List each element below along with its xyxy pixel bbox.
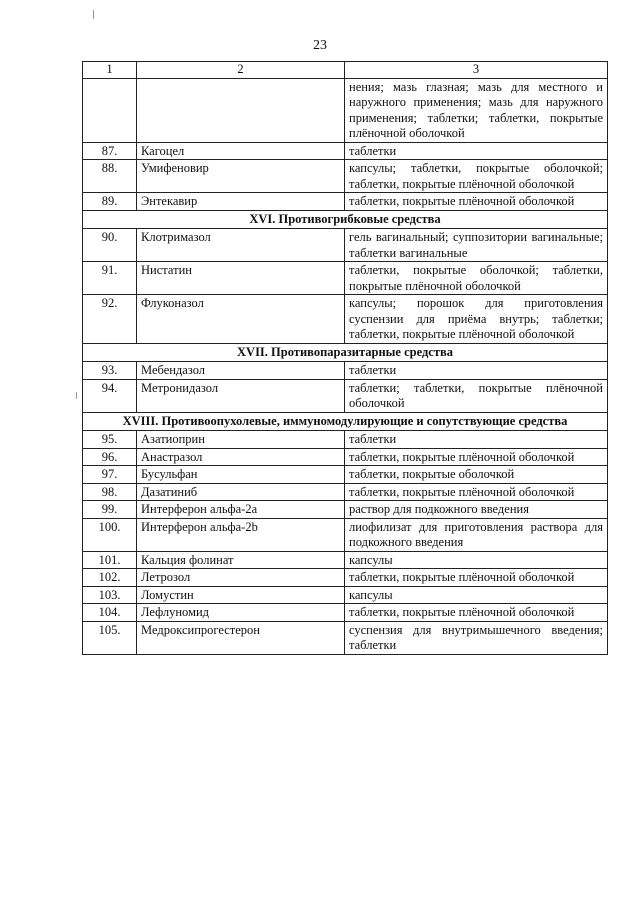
drug-name: Мебендазол bbox=[137, 362, 345, 380]
row-number: 94. bbox=[83, 379, 137, 412]
dosage-form: таблетки, покрытые плёночной оболочкой bbox=[345, 604, 608, 622]
row-number: 100. bbox=[83, 518, 137, 551]
dosage-form: лиофилизат для приготовления раствора для подкожного введения bbox=[345, 518, 608, 551]
header-col-number: 1 bbox=[83, 62, 137, 79]
header-col-name: 2 bbox=[137, 62, 345, 79]
drug-name: Бусульфан bbox=[137, 466, 345, 484]
drug-table bbox=[82, 61, 608, 655]
table-row bbox=[83, 604, 608, 622]
row-number: 96. bbox=[83, 448, 137, 466]
row-number: 101. bbox=[83, 551, 137, 569]
table-header-row bbox=[83, 62, 608, 79]
section-heading-row bbox=[83, 343, 608, 362]
drug-name: Лефлуномид bbox=[137, 604, 345, 622]
header-col-form: 3 bbox=[345, 62, 608, 79]
table-body bbox=[83, 62, 608, 655]
row-number: 91. bbox=[83, 262, 137, 295]
table-row bbox=[83, 621, 608, 654]
section-heading: XVII. Противопаразитарные средства bbox=[83, 343, 608, 362]
row-number: 89. bbox=[83, 193, 137, 211]
table-row bbox=[83, 295, 608, 344]
table-row bbox=[83, 551, 608, 569]
row-number: 93. bbox=[83, 362, 137, 380]
drug-name: Нистатин bbox=[137, 262, 345, 295]
table-row bbox=[83, 78, 608, 142]
row-number: 105. bbox=[83, 621, 137, 654]
dosage-form: таблетки, покрытые плёночной оболочкой bbox=[345, 483, 608, 501]
dosage-form: таблетки, покрытые плёночной оболочкой bbox=[345, 448, 608, 466]
drug-name: Дазатиниб bbox=[137, 483, 345, 501]
row-number: 102. bbox=[83, 569, 137, 587]
table-row bbox=[83, 466, 608, 484]
drug-name: Азатиоприн bbox=[137, 431, 345, 449]
dosage-form: таблетки, покрытые плёночной оболочкой bbox=[345, 193, 608, 211]
row-number: 98. bbox=[83, 483, 137, 501]
dosage-form: таблетки; таблетки, покрытые плёночной оболочкой bbox=[345, 379, 608, 412]
drug-name: Метронидазол bbox=[137, 379, 345, 412]
section-heading-row bbox=[83, 412, 608, 431]
dosage-form: суспензия для внутримышечного введения; таблетки bbox=[345, 621, 608, 654]
drug-name: Клотримазол bbox=[137, 229, 345, 262]
page-number: 23 bbox=[313, 38, 327, 53]
dosage-form: капсулы bbox=[345, 586, 608, 604]
drug-name: Анастразол bbox=[137, 448, 345, 466]
dosage-form: таблетки, покрытые оболочкой bbox=[345, 466, 608, 484]
table-row bbox=[83, 362, 608, 380]
drug-name: Интерферон альфа-2b bbox=[137, 518, 345, 551]
row-number: 103. bbox=[83, 586, 137, 604]
scan-mark bbox=[93, 10, 94, 19]
dosage-form: таблетки bbox=[345, 431, 608, 449]
table-row bbox=[83, 379, 608, 412]
table-row bbox=[83, 431, 608, 449]
row-number bbox=[83, 78, 137, 142]
row-number: 99. bbox=[83, 501, 137, 519]
table-row bbox=[83, 229, 608, 262]
row-number: 92. bbox=[83, 295, 137, 344]
table-row bbox=[83, 518, 608, 551]
scan-mark bbox=[76, 392, 77, 399]
drug-name: Интерферон альфа-2а bbox=[137, 501, 345, 519]
drug-name: Умифеновир bbox=[137, 160, 345, 193]
dosage-form: капсулы; таблетки, покрытые оболочкой; таблетки, покрытые плёночной оболочкой bbox=[345, 160, 608, 193]
table-row bbox=[83, 262, 608, 295]
table-row bbox=[83, 142, 608, 160]
dosage-form: таблетки, покрытые плёночной оболочкой bbox=[345, 569, 608, 587]
table-row bbox=[83, 448, 608, 466]
table-row bbox=[83, 569, 608, 587]
row-number: 97. bbox=[83, 466, 137, 484]
drug-name: Летрозол bbox=[137, 569, 345, 587]
row-number: 87. bbox=[83, 142, 137, 160]
drug-name: Медроксипрогестерон bbox=[137, 621, 345, 654]
row-number: 104. bbox=[83, 604, 137, 622]
table-row bbox=[83, 160, 608, 193]
dosage-form: нения; мазь глазная; мазь для местного и наружного применения; мазь для наружного применения; таблетки; таблетки, покрытые плёночной оболочкой bbox=[345, 78, 608, 142]
table-row bbox=[83, 193, 608, 211]
row-number: 88. bbox=[83, 160, 137, 193]
section-heading-row bbox=[83, 210, 608, 229]
dosage-form: капсулы bbox=[345, 551, 608, 569]
dosage-form: таблетки bbox=[345, 362, 608, 380]
drug-name: Ломустин bbox=[137, 586, 345, 604]
table-row bbox=[83, 483, 608, 501]
table-row bbox=[83, 586, 608, 604]
dosage-form: капсулы; порошок для приготовления суспензии для приёма внутрь; таблетки; таблетки, покрытые плёночной оболочкой bbox=[345, 295, 608, 344]
drug-name: Кальция фолинат bbox=[137, 551, 345, 569]
row-number: 95. bbox=[83, 431, 137, 449]
table-row bbox=[83, 501, 608, 519]
dosage-form: раствор для подкожного введения bbox=[345, 501, 608, 519]
drug-name bbox=[137, 78, 345, 142]
dosage-form: таблетки bbox=[345, 142, 608, 160]
drug-name: Энтекавир bbox=[137, 193, 345, 211]
dosage-form: таблетки, покрытые оболочкой; таблетки, покрытые плёночной оболочкой bbox=[345, 262, 608, 295]
section-heading: XVI. Противогрибковые средства bbox=[83, 210, 608, 229]
section-heading: XVIII. Противоопухолевые, иммуномодулирующие и сопутствующие средства bbox=[83, 412, 608, 431]
drug-name: Флуконазол bbox=[137, 295, 345, 344]
row-number: 90. bbox=[83, 229, 137, 262]
dosage-form: гель вагинальный; суппозитории вагинальные; таблетки вагинальные bbox=[345, 229, 608, 262]
drug-name: Кагоцел bbox=[137, 142, 345, 160]
